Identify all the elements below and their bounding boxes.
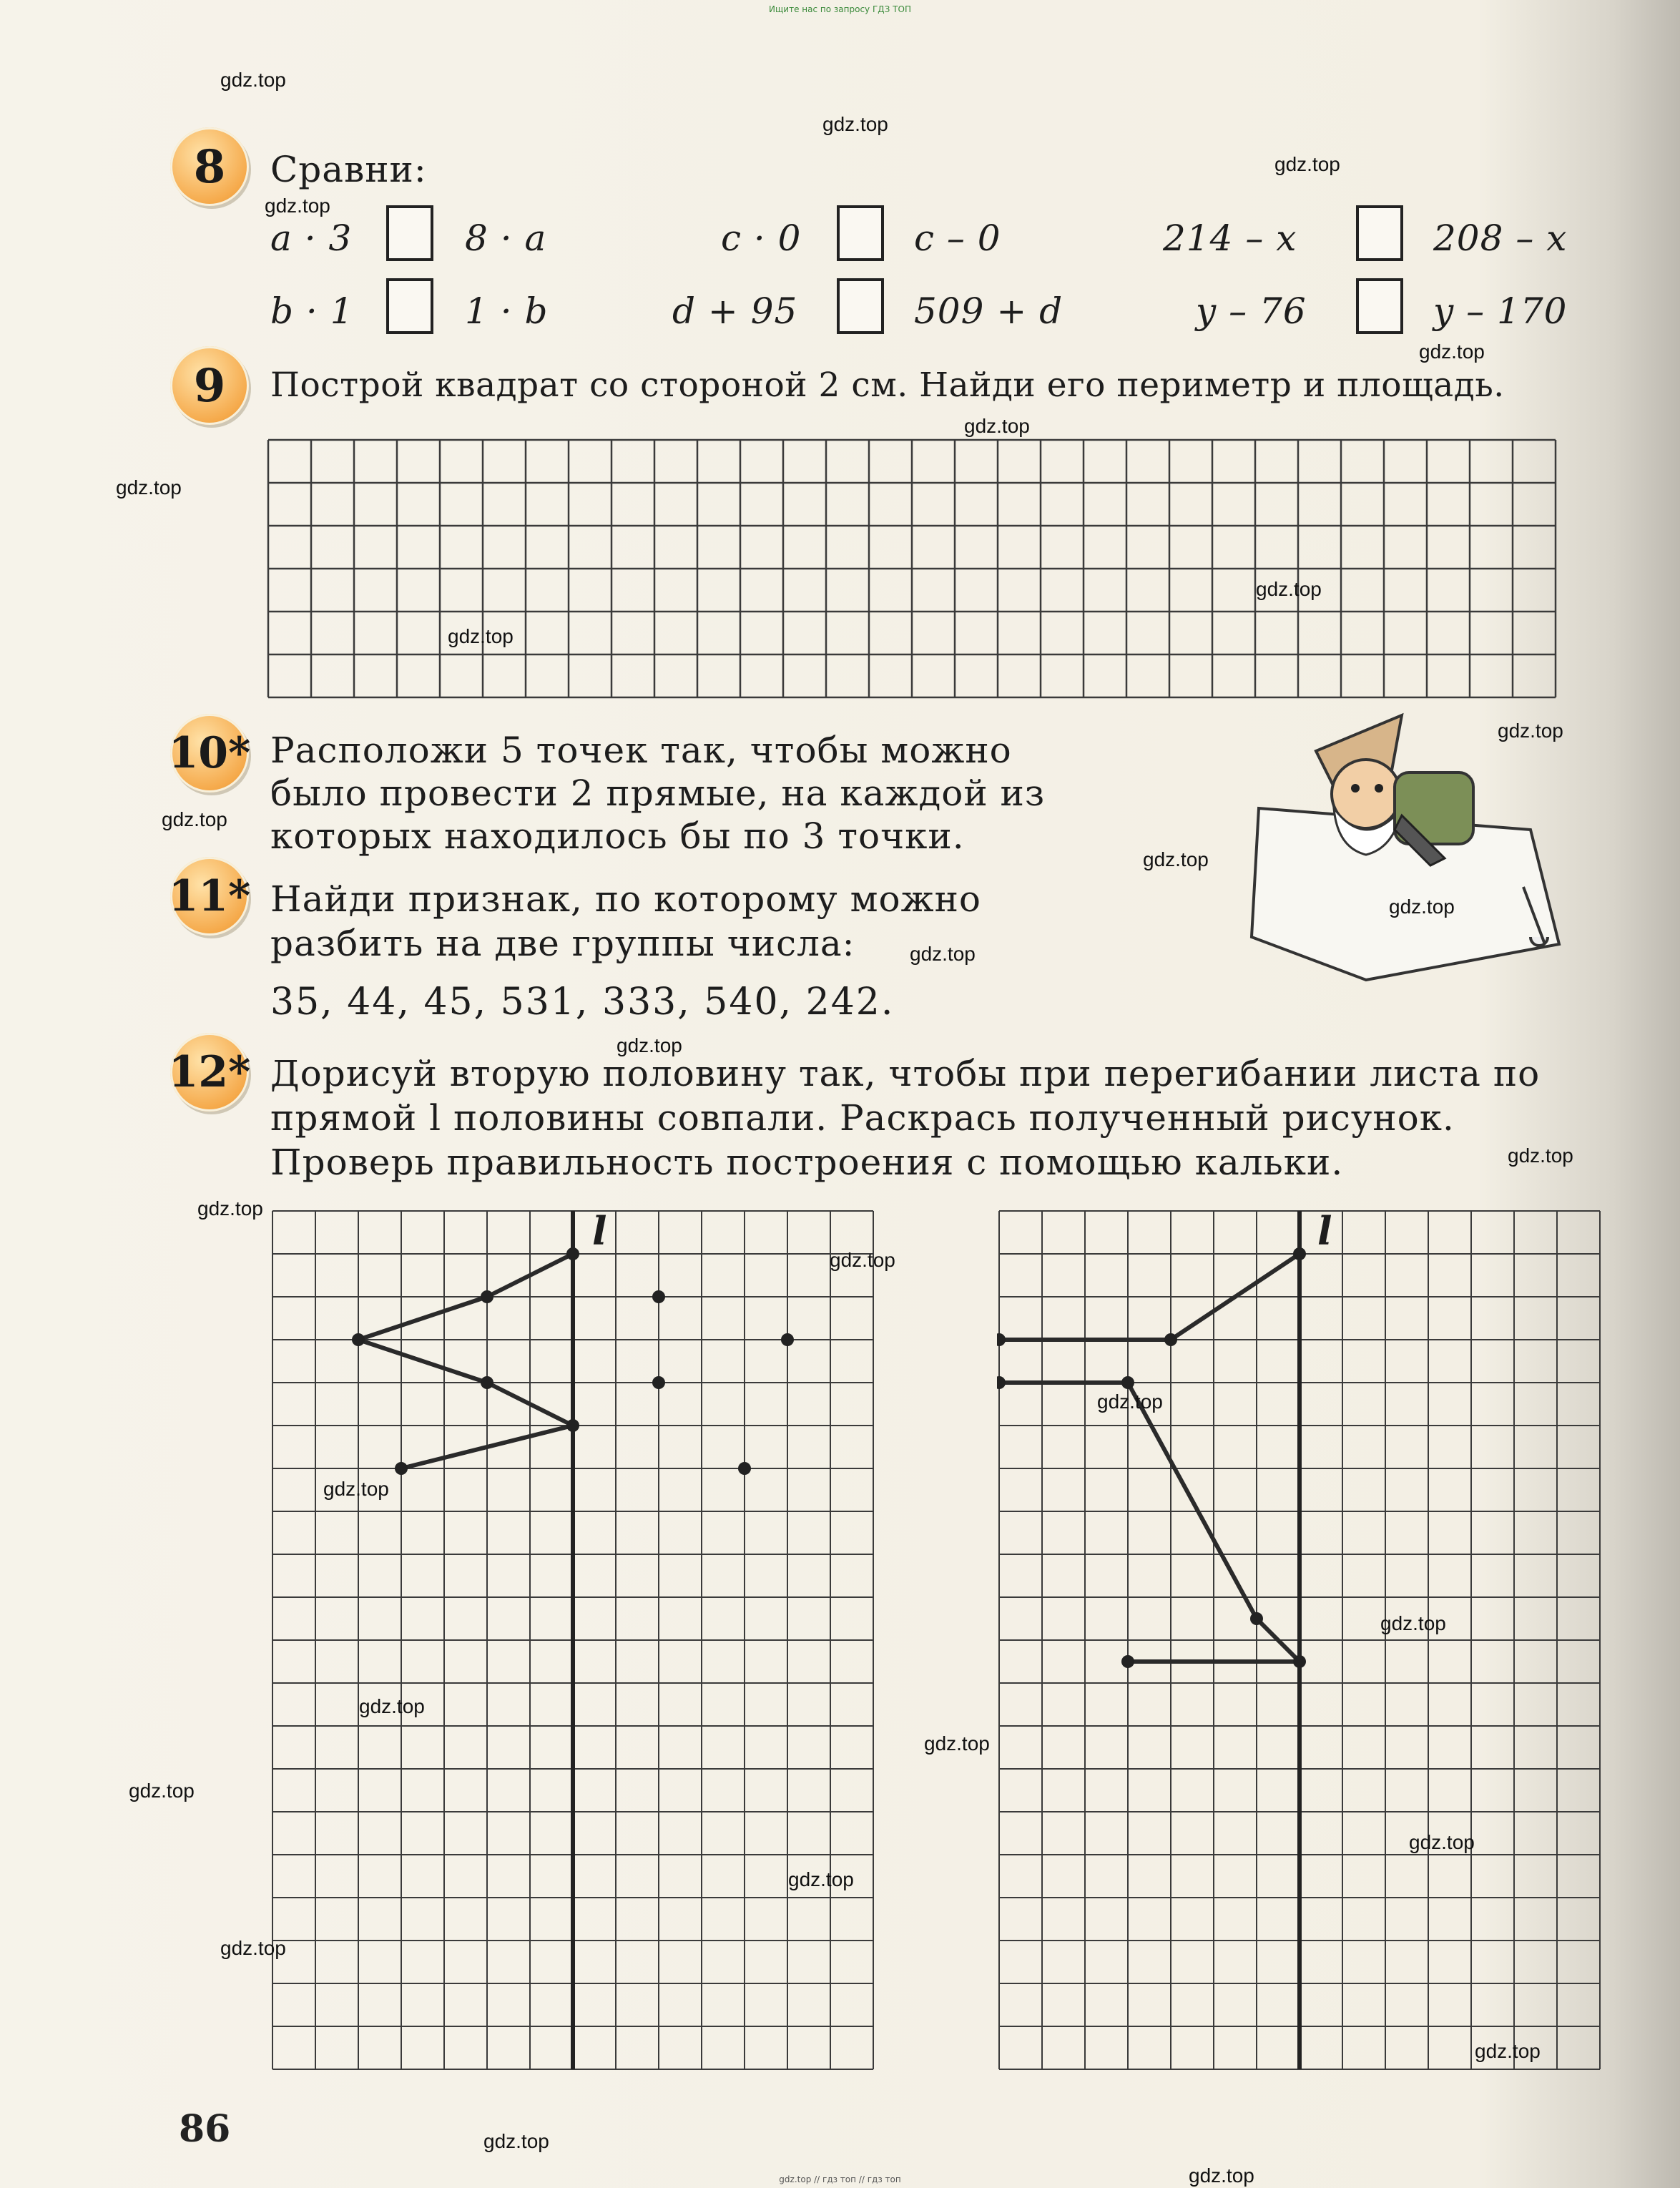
left-figure-vertex: [352, 1333, 365, 1346]
compare-4-box[interactable]: [386, 278, 433, 334]
watermark: gdz.top: [1274, 153, 1340, 175]
watermark: gdz.top: [220, 69, 286, 91]
left-figure-hint-dot: [738, 1462, 751, 1475]
page-number: 86: [179, 2107, 231, 2151]
compare-4-left: b · 1: [270, 290, 354, 332]
watermark: gdz.top: [788, 1868, 854, 1890]
watermark: gdz.top: [1097, 1390, 1163, 1413]
compare-5-left: d + 95: [672, 290, 798, 332]
gnome-illustration: [1216, 708, 1581, 1009]
compare-3-right: 208 – x: [1433, 217, 1568, 259]
right-figure-top-vertex: [1164, 1333, 1177, 1346]
right-figure-top-vertex: [1293, 1247, 1306, 1260]
watermark: gdz.top: [1498, 720, 1563, 742]
right-figure-vertex: [1250, 1612, 1263, 1625]
compare-2-right: c – 0: [914, 217, 1001, 259]
exercise-12-badge: 12*: [170, 1033, 249, 1112]
right-figure-vertex: [997, 1376, 1006, 1389]
compare-6-right: y – 170: [1433, 290, 1568, 332]
compare-4-right: 1 · b: [465, 290, 549, 332]
watermark: gdz.top: [265, 195, 330, 217]
axis-label-right: l: [1317, 1208, 1333, 1254]
left-figure-vertex: [566, 1419, 579, 1432]
left-figure-outline: [358, 1254, 573, 1468]
watermark: gdz.top: [448, 625, 514, 647]
exercise-9-text: Построй квадрат со стороной 2 см. Найди его периметр и площадь.: [270, 366, 1505, 405]
watermark: gdz.top: [1389, 896, 1455, 918]
right-figure-vertex: [1121, 1376, 1134, 1389]
compare-6-left: y – 76: [1196, 290, 1307, 332]
compare-1-box[interactable]: [386, 205, 433, 261]
exercise-10-badge: 10*: [170, 714, 249, 793]
right-figure-vertex: [1121, 1655, 1134, 1668]
exercise-12-line-2: прямой l половины совпали. Раскрась полученный рисунок.: [270, 1097, 1455, 1139]
watermark: gdz.top: [483, 2130, 549, 2152]
exercise-8-badge: 8: [170, 127, 249, 206]
exercise-9-grid[interactable]: [266, 438, 1563, 702]
left-figure-vertex: [481, 1376, 493, 1389]
watermark: gdz.top: [197, 1197, 263, 1220]
exercise-8-title: Сравни:: [270, 149, 427, 190]
watermark: gdz.top: [830, 1249, 895, 1271]
watermark: gdz.top: [1380, 1612, 1446, 1634]
exercise-10-line-2: было провести 2 прямые, на каждой из: [270, 772, 1046, 814]
watermark: gdz.top: [220, 1937, 286, 1959]
left-figure-vertex: [481, 1290, 493, 1303]
compare-6-box[interactable]: [1356, 278, 1403, 334]
exercise-10-line-3: которых находилось бы по 3 точки.: [270, 815, 965, 857]
watermark: gdz.top: [1475, 2040, 1541, 2062]
right-figure-top-vertex: [997, 1333, 1006, 1346]
watermark: gdz.top: [1409, 1831, 1475, 1853]
left-figure-vertex: [395, 1462, 408, 1475]
watermark: gdz.top: [910, 943, 976, 965]
watermark: gdz.top: [617, 1034, 682, 1056]
footer-note: gdz.top // гдз топ // гдз топ: [779, 2174, 901, 2184]
compare-3-box[interactable]: [1356, 205, 1403, 261]
exercise-12-line-3: Проверь правильность построения с помощью кальки.: [270, 1142, 1344, 1183]
compare-1-left: a · 3: [270, 217, 353, 259]
watermark: gdz.top: [1419, 340, 1485, 363]
compare-1-right: 8 · a: [465, 217, 547, 259]
exercise-9-badge: 9: [170, 346, 249, 425]
watermark: gdz.top: [1143, 848, 1209, 870]
symmetry-grid-left[interactable]: [270, 1209, 874, 2089]
left-figure-hint-dot: [652, 1376, 665, 1389]
compare-3-left: 214 – x: [1163, 217, 1297, 259]
symmetry-grid-right[interactable]: [997, 1209, 1606, 2089]
watermark: gdz.top: [323, 1478, 389, 1500]
compare-5-right: 509 + d: [914, 290, 1063, 332]
watermark: gdz.top: [1189, 2164, 1254, 2187]
left-figure-hint-dot: [781, 1333, 794, 1346]
watermark: gdz.top: [964, 415, 1030, 437]
left-figure-vertex: [566, 1247, 579, 1260]
watermark: gdz.top: [162, 808, 227, 830]
compare-5-box[interactable]: [837, 278, 884, 334]
left-figure-hint-dot: [652, 1290, 665, 1303]
exercise-11-line-2: разбить на две группы числа:: [270, 923, 855, 964]
exercise-11-numbers: 35, 44, 45, 531, 333, 540, 242.: [270, 981, 895, 1024]
compare-2-left: c · 0: [721, 217, 802, 259]
exercise-11-badge: 11*: [170, 857, 249, 936]
header-note: Ищите нас по запросу ГДЗ ТОП: [769, 4, 911, 14]
axis-label-left: l: [592, 1208, 608, 1254]
watermark: gdz.top: [359, 1695, 425, 1717]
exercise-12-line-1: Дорисуй вторую половину так, чтобы при перегибании листа по: [270, 1053, 1541, 1094]
right-figure-vertex: [1293, 1655, 1306, 1668]
watermark: gdz.top: [1508, 1144, 1573, 1167]
compare-2-box[interactable]: [837, 205, 884, 261]
watermark: gdz.top: [116, 476, 182, 499]
watermark: gdz.top: [1256, 578, 1322, 600]
watermark: gdz.top: [924, 1732, 990, 1755]
exercise-10-line-1: Расположи 5 точек так, чтобы можно: [270, 730, 1012, 771]
watermark: gdz.top: [129, 1780, 195, 1802]
watermark: gdz.top: [822, 113, 888, 135]
exercise-11-line-1: Найди признак, по которому можно: [270, 878, 982, 920]
